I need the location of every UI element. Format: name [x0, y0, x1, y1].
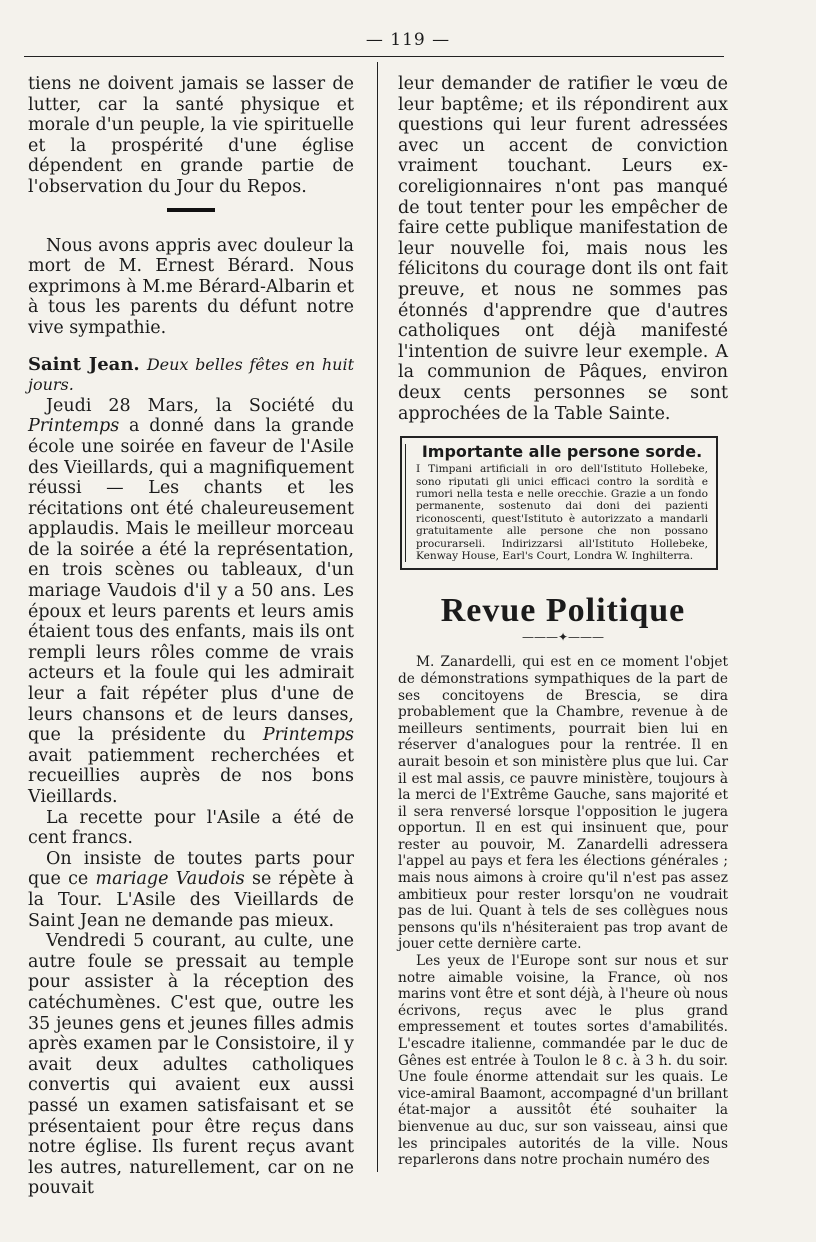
paragraph-escadre: Les yeux de l'Europe sont sur nous et sur notre aimable voisine, la France, où nos marins vont être et sont déjà, à l'heure où nous écrivons, reçus avec le plus grand empressement et toutes sortes d'amabilités. L'escadre italienne, commandée par le duc de Gênes est entrée à Toulon le 8 c. à 3 h. du soir. Une foule énorme attendait sur les quais. Le vice-amiral Baamont, accompagné d'un brillant état-major a aussitôt été souhaiter la bienvenue au duc, sur son vaisseau, ainsi que les principales autorités de la ville. Nous reparlerons dans notre prochain numéro des [398, 953, 728, 1169]
paragraph-condolences: Nous avons appris avec douleur la mort de M. Ernest Bérard. Nous exprimons à M.me Bérard-Albarin et à tous les parents du défunt notre vive sympathie. [28, 235, 354, 338]
paragraph-catechumenes: Vendredi 5 courant, au culte, une autre foule se pressait au temple pour assister à la réception des catéchumènes. C'est que, outre les 35 jeunes gens et jeunes filles admis après examen par le Consistoire, il y avait deux adultes catholiques convertis qui avaient eux aussi passé un examen satisfaisant et se présentaient pour être reçus dans notre église. Ils furent reçus avant les autres, naturellement, car on ne pouvait [28, 931, 354, 1199]
section-separator [167, 208, 215, 212]
page-number: — 119 — [365, 30, 451, 50]
title-ornament: ———✦——— [521, 630, 605, 645]
saint-jean-heading [28, 355, 354, 396]
advertisement-box [400, 436, 718, 570]
paragraph-recette: La recette pour l'Asile a été de cent francs. [28, 807, 354, 849]
advertisement-text: I Timpani artificiali in oro dell'Istituto Hollebeke, sono riputati gli unici efficaci contro la sordità e rumori nella testa e nelle orecchie. Grazie a un fondo permanente, sostenuto dai doni dei pazienti riconoscenti, quest'Istituto è autorizzato a mandarli gratuitamente alle persone che non possano procurarseli. Indirizzarsi all'Istituto Hollebeke, Kenway House, Earl's Court, Londra W. Inghilterra. [416, 463, 708, 562]
right-column [398, 74, 728, 1169]
section-subtitle: Deux belles fêtes en huit jours. [28, 354, 354, 395]
column-divider [377, 62, 378, 1172]
paragraph-bapteme: leur demander de ratifier le vœu de leur baptême; et ils répondirent aux questions qui leur furent adressées avec un accent de conviction vraiment touchant. Leurs ex-coreligionnaires n'ont pas manqué de tout tenter pour les empêcher de faire cette publique manifestation de leur nouvelle foi, mais nous les félicitons du courage dont ils ont fait preuve, et nous ne sommes pas étonnés d'apprendre que d'autres catholiques ont déjà manifesté l'intention de suivre leur exemple. A la communion de Pâques, environ deux cents personnes se sont approchées de la Table Sainte. [398, 74, 728, 424]
paragraph-printemps-soiree: Jeudi 28 Mars, la Société du Printemps a donné dans la grande école une soirée en faveur de l'Asile des Vieillards, qui a magnifiquement réussi — Les chants et les récitations ont été chaleureusement applaudis. Mais le meilleur morceau de la soirée a été la représentation, en trois scènes ou tableaux, d'un mariage Vaudois d'il y a 50 ans. Les époux et leurs parents et leurs amis étaient tous des enfants, mais ils ont rempli leurs rôles comme de vrais acteurs et la foule qui les admirait leur a fait répéter plus d'une de leurs chansons et de leurs danses, que la présidente du Printemps avait patiemment recherchées et recueillies auprès de nos bons Vieillards. [28, 395, 354, 807]
advertisement-title: Importante alle persone sorde. [421, 442, 703, 462]
paragraph-zanardelli: M. Zanardelli, qui est en ce moment l'objet de démonstrations sympathiques de la part de ses concitoyens de Brescia, se dira probablement que la Chambre, revenue à de meilleurs sentiments, pourrait bien lui en réserver d'analogues pour la rentrée. Il en aurait besoin et son ministère plus que lui. Car il est mal assis, ce pauvre ministère, toujours à la merci de l'Extrême Gauche, sans majorité et il sera renversé lorsque l'opposition le jugera opportun. Il en est qui insinuent que, pour rester au pouvoir, M. Zanardelli adressera l'appel au pays et fera les élections générales ; mais nous aimons à croire qu'il n'est pas assez ambitieux pour rester lorsqu'on ne voudrait pas de lui. Quant à tels de ses collègues nous pensons qu'ils n'hésiteraient pas trop avant de jouer cette dernière carte. [398, 654, 728, 953]
paragraph-mariage-vaudois: On insiste de toutes parts pour que ce mariage Vaudois se répète à la Tour. L'Asile des Vieillards de Saint Jean ne demande pas mieux. [28, 848, 354, 931]
section-title: Saint Jean. [28, 353, 140, 375]
paragraph-sabbath-end: tiens ne doivent jamais se lasser de lutter, car la santé physique et morale d'un peuple, la vie spirituelle et la prospérité d'une église dépendent en grande partie de l'observation du Jour du Repos. [28, 74, 354, 197]
revue-politique-title: Revue Politique [440, 592, 686, 630]
left-column [28, 74, 354, 1199]
top-rule [24, 56, 724, 57]
